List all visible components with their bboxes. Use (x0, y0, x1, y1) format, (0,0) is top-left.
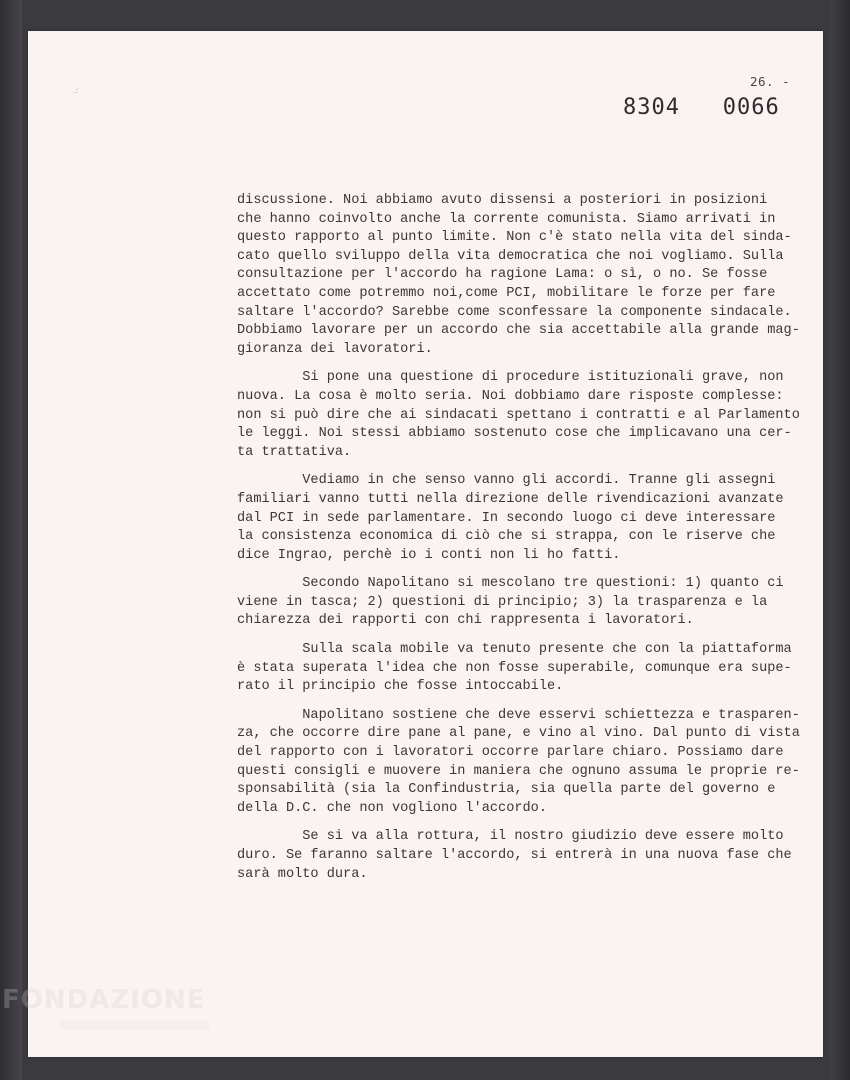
text-line: dice Ingrao, perchè io i conti non li ho fatti. (237, 547, 621, 563)
text-line: questo rapporto al punto limite. Non c'è stato nella vita del sinda- (237, 230, 792, 246)
text-line: duro. Se faranno saltare l'accordo, si entrerà in una nuova fase che (237, 848, 792, 863)
text-line: la consistenza economica di ciò che si strappa, con le riserve che (237, 529, 776, 545)
text-line: Sulla scala mobile va tenuto presente che con la piattaforma (237, 642, 792, 658)
paragraph (237, 192, 807, 359)
text-line: cato quello sviluppo della vita democratica che noi vogliamo. Sulla (237, 248, 784, 264)
text-line: Si pone una questione di procedure istituzionali grave, non (237, 370, 784, 386)
text-line: accettato come potremmo noi,come PCI, mobilitare le forze per fare (237, 285, 776, 301)
document-body (237, 192, 807, 894)
text-line: sponsabilità (sia la Confindustria, sia quella parte del governo e (237, 782, 776, 798)
watermark-logo: FONDAZIONE (2, 985, 206, 1015)
text-line: gioranza dei lavoratori. (237, 341, 433, 357)
text-line: del rapporto con i lavoratori occorre parlare chiaro. Possiamo dare (237, 745, 784, 761)
text-line: nuova. La cosa è molto seria. Noi dobbiamo dare risposte complesse: (237, 388, 784, 404)
text-line: sarà molto dura. (237, 866, 368, 882)
text-line: dal PCI in sede parlamentare. In secondo luogo ci deve interessare (237, 510, 776, 526)
text-line: discussione. Noi abbiamo avuto dissensi a posteriori in posizioni (237, 193, 768, 208)
paragraph (237, 472, 807, 565)
text-line: viene in tasca; 2) questioni di principio; 3) la trasparenza e la (237, 594, 768, 610)
watermark-underline (60, 1020, 210, 1030)
scan-edge-left (0, 0, 22, 1080)
archive-code: 8304 0066 (623, 95, 780, 120)
page-number: 26. - (750, 74, 791, 89)
paragraph (237, 828, 807, 884)
text-line: Vediamo in che senso vanno gli accordi. Tranne gli assegni (237, 473, 776, 489)
text-line: familiari vanno tutti nella direzione delle rivendicazioni avanzate (237, 491, 784, 507)
scan-edge-right (830, 0, 850, 1080)
text-line: chiarezza dei rapporti con chi rappresenta i lavoratori. (237, 613, 694, 629)
text-line: Secondo Napolitano si mescolano tre questioni: 1) quanto ci (237, 576, 784, 592)
paper-speck: .: (73, 86, 79, 95)
text-line: non si può dire che ai sindacati spettano i contratti e al Parlamento (237, 407, 800, 423)
text-line: rato il principio che fosse intoccabile. (237, 679, 564, 695)
document-page (28, 31, 823, 1057)
paragraph (237, 641, 807, 697)
paragraph (237, 575, 807, 631)
text-line: Napolitano sostiene che deve esservi schiettezza e trasparen- (237, 707, 800, 723)
text-line: ta trattativa. (237, 444, 352, 460)
text-line: questi consigli e muovere in maniera che ognuno assuma le proprie re- (237, 763, 800, 779)
text-line: le leggi. Noi stessi abbiamo sostenuto cose che implicavano una cer- (237, 426, 792, 442)
text-line: Dobbiamo lavorare per un accordo che sia accettabile alla grande mag- (237, 323, 800, 339)
text-line: consultazione per l'accordo ha ragione Lama: o sì, o no. Se fosse (237, 267, 768, 283)
text-line: della D.C. che non vogliono l'accordo. (237, 800, 547, 816)
text-line: za, che occorre dire pane al pane, e vino al vino. Dal punto di vista (237, 726, 800, 742)
paragraph (237, 369, 807, 462)
text-line: che hanno coinvolto anche la corrente comunista. Siamo arrivati in (237, 211, 776, 227)
paragraph (237, 707, 807, 819)
text-line: è stata superata l'idea che non fosse superabile, comunque era supe- (237, 660, 792, 676)
text-line: saltare l'accordo? Sarebbe come sconfessare la componente sindacale. (237, 304, 792, 320)
text-line: Se si va alla rottura, il nostro giudizio deve essere molto (237, 829, 784, 845)
